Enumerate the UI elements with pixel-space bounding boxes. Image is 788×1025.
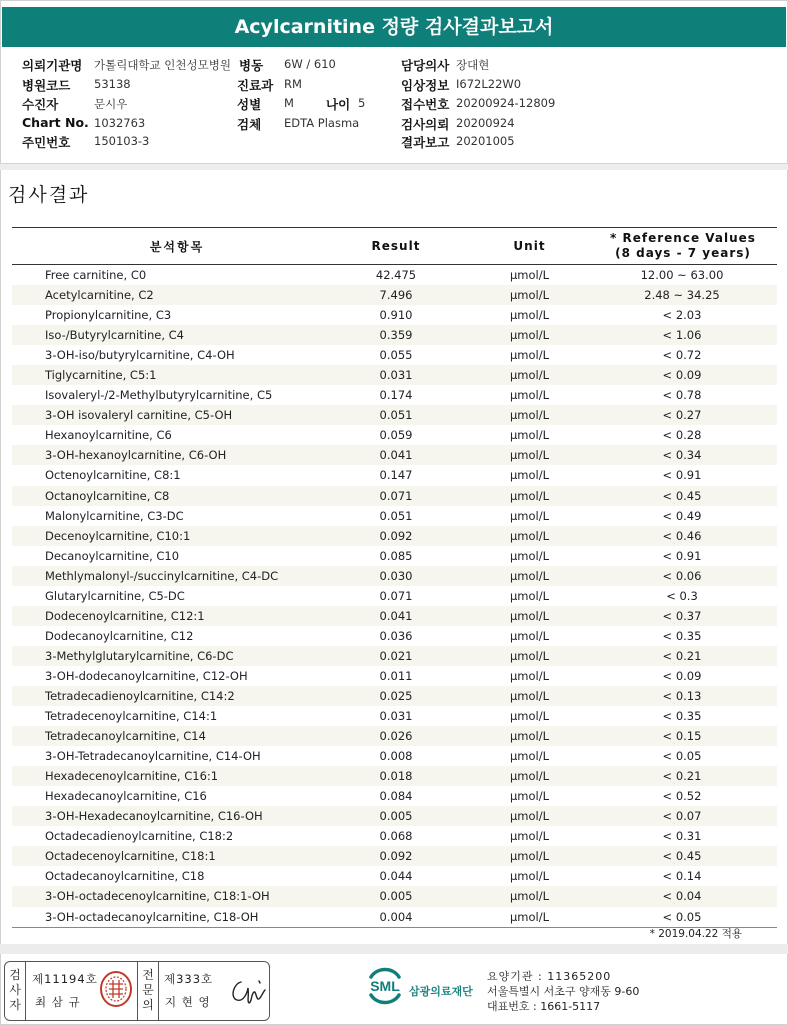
- specimen-value: EDTA Plasma: [284, 116, 360, 130]
- institution-label: 의뢰기관명: [22, 58, 83, 73]
- result-value: 0.910: [379, 308, 413, 323]
- table-row: [12, 325, 777, 345]
- chart-no-value: 1032763: [94, 116, 146, 130]
- table-row: [12, 726, 777, 746]
- result-value: 42.475: [375, 268, 417, 282]
- report-date-label: 결과보고: [401, 135, 450, 150]
- unit-value: μmol/L: [509, 688, 550, 703]
- header-reference-line2: (8 days - 7 years): [615, 246, 751, 260]
- reference-value: < 0.45: [662, 488, 702, 503]
- table-row: [12, 746, 777, 766]
- result-value: 0.147: [379, 468, 413, 483]
- table-row: [12, 686, 777, 706]
- result-value: 0.041: [379, 608, 413, 623]
- ward-label: 병동: [239, 58, 264, 73]
- table-row: [12, 706, 777, 726]
- reference-value: < 0.46: [662, 528, 702, 543]
- reference-footnote: * 2019.04.22 적용: [649, 928, 742, 940]
- section-title: 검사결과: [8, 184, 90, 206]
- table-row: [12, 806, 777, 826]
- table-row: [12, 846, 777, 866]
- signature-divider: [137, 962, 138, 1020]
- reference-value: < 0.21: [662, 648, 702, 663]
- analyte-name: Decenoylcarnitine, C10:1: [45, 528, 191, 543]
- reference-value: < 0.35: [662, 628, 702, 643]
- specialist-name: 지 현 영: [165, 995, 211, 1009]
- report-date-value: 20201005: [456, 134, 515, 148]
- tester-vertical-label: 검사자: [9, 968, 21, 1012]
- unit-value: μmol/L: [509, 428, 550, 443]
- table-header: [12, 227, 777, 265]
- result-value: 0.031: [379, 709, 413, 724]
- hospital-code-label: 병원코드: [22, 78, 71, 93]
- result-value: 0.005: [379, 889, 413, 904]
- specialist-vertical-label: 전문의: [142, 968, 154, 1012]
- result-value: 0.021: [379, 648, 413, 663]
- reference-value: < 0.27: [662, 408, 702, 423]
- header-result: Result: [371, 239, 421, 253]
- reference-value: < 0.3: [666, 588, 698, 603]
- header-reference-line1: * Reference Values: [610, 231, 756, 245]
- result-value: 0.030: [379, 568, 413, 583]
- table-body: [12, 265, 777, 927]
- unit-value: μmol/L: [509, 528, 550, 543]
- reference-value: < 0.72: [662, 348, 702, 363]
- table-row: [12, 526, 777, 546]
- result-value: 7.496: [379, 288, 413, 303]
- request-date-label: 검사의뢰: [401, 117, 450, 132]
- unit-value: μmol/L: [509, 869, 550, 884]
- reference-value: < 0.07: [662, 809, 702, 824]
- unit-value: μmol/L: [509, 348, 550, 363]
- reference-value: < 0.31: [662, 829, 702, 844]
- unit-value: μmol/L: [509, 328, 550, 343]
- analyte-name: Octadecanoylcarnitine, C18: [45, 869, 205, 884]
- patient-name-label: 수진자: [22, 97, 59, 112]
- table-row: [12, 606, 777, 626]
- reference-value: < 0.05: [662, 749, 702, 764]
- result-value: 0.041: [379, 448, 413, 463]
- unit-value: μmol/L: [509, 308, 550, 323]
- analyte-name: Tiglycarnitine, C5:1: [45, 368, 157, 383]
- analyte-name: Dodecenoylcarnitine, C12:1: [45, 608, 205, 623]
- header-reference: [594, 228, 772, 264]
- reference-value: < 0.04: [662, 889, 702, 904]
- analyte-name: 3-OH isovaleryl carnitine, C5-OH: [45, 408, 233, 423]
- clinical-info-value: I672L22W0: [456, 77, 522, 91]
- results-table: [12, 227, 777, 928]
- reference-value: < 0.35: [662, 709, 702, 724]
- reference-value: < 0.28: [662, 428, 702, 443]
- table-row: [12, 385, 777, 405]
- unit-value: μmol/L: [509, 709, 550, 724]
- analyte-name: 3-OH-Tetradecanoylcarnitine, C14-OH: [45, 749, 261, 764]
- reference-value: < 0.15: [662, 729, 702, 744]
- table-row: [12, 566, 777, 586]
- result-value: 0.084: [379, 789, 413, 804]
- care-institution-code: 요양기관 : 11365200: [487, 970, 612, 983]
- reference-value: < 0.91: [662, 548, 702, 563]
- unit-value: μmol/L: [509, 849, 550, 864]
- unit-value: μmol/L: [509, 508, 550, 523]
- resident-no-value: 150103-3: [94, 134, 150, 148]
- table-row: [12, 886, 777, 906]
- reference-value: < 0.06: [662, 568, 702, 583]
- result-value: 0.011: [379, 668, 413, 683]
- table-row: [12, 405, 777, 425]
- analyte-name: Isovaleryl-/2-Methylbutyrylcarnitine, C5: [45, 388, 273, 403]
- analyte-name: Hexadecenoylcarnitine, C16:1: [45, 769, 219, 784]
- result-value: 0.026: [379, 729, 413, 744]
- result-value: 0.359: [379, 328, 413, 343]
- ward-value: 6W / 610: [284, 57, 336, 71]
- reference-value: < 0.14: [662, 869, 702, 884]
- analyte-name: Propionylcarnitine, C3: [45, 308, 172, 323]
- analyte-name: 3-OH-dodecanoylcarnitine, C12-OH: [45, 668, 248, 683]
- unit-value: μmol/L: [509, 448, 550, 463]
- org-phone: 대표번호 : 1661-5117: [487, 1000, 601, 1013]
- table-row: [12, 506, 777, 526]
- reference-value: < 0.37: [662, 608, 702, 623]
- header-item: 분석항목: [149, 239, 205, 254]
- analyte-name: Tetradecadienoylcarnitine, C14:2: [45, 688, 235, 703]
- reference-value: 12.00 ~ 63.00: [640, 268, 724, 282]
- reference-value: 2.48 ~ 34.25: [644, 288, 720, 303]
- doctor-value: 장대현: [456, 58, 490, 72]
- unit-value: μmol/L: [509, 368, 550, 383]
- patient-name-value: 문시우: [94, 97, 128, 111]
- reference-value: < 0.09: [662, 368, 702, 383]
- unit-value: μmol/L: [509, 588, 550, 603]
- result-value: 0.036: [379, 628, 413, 643]
- unit-value: μmol/L: [509, 628, 550, 643]
- specimen-label: 검체: [237, 117, 262, 132]
- result-value: 0.059: [379, 428, 413, 443]
- result-value: 0.018: [379, 769, 413, 784]
- specialist-license: 제333호: [164, 972, 214, 986]
- unit-value: μmol/L: [509, 909, 550, 924]
- sex-label: 성별: [237, 97, 262, 112]
- sml-logo-icon: [365, 965, 405, 1007]
- unit-value: μmol/L: [509, 288, 550, 303]
- reference-value: < 2.03: [662, 308, 702, 323]
- tester-seal-icon: [99, 970, 133, 1008]
- result-value: 0.055: [379, 348, 413, 363]
- unit-value: μmol/L: [509, 749, 550, 764]
- analyte-name: Iso-/Butyrylcarnitine, C4: [45, 328, 184, 343]
- result-value: 0.008: [379, 749, 413, 764]
- unit-value: μmol/L: [509, 548, 550, 563]
- table-row: [12, 666, 777, 686]
- analyte-name: 3-OH-octadecanoylcarnitine, C18-OH: [45, 909, 259, 924]
- sex-value: M: [284, 96, 294, 110]
- table-row: [12, 345, 777, 365]
- reference-value: < 0.05: [662, 909, 702, 924]
- request-date-value: 20200924: [456, 116, 515, 130]
- header-unit: Unit: [513, 239, 546, 253]
- analyte-name: Glutarylcarnitine, C5-DC: [45, 588, 185, 603]
- analyte-name: Free carnitine, C0: [45, 268, 147, 282]
- table-row: [12, 365, 777, 385]
- unit-value: μmol/L: [509, 829, 550, 844]
- age-value: 5: [358, 96, 366, 110]
- clinical-info-label: 임상정보: [401, 78, 450, 93]
- unit-value: μmol/L: [509, 809, 550, 824]
- analyte-name: 3-OH-Hexadecanoylcarnitine, C16-OH: [45, 809, 263, 824]
- table-row: [12, 626, 777, 646]
- table-row: [12, 445, 777, 465]
- table-row: [12, 826, 777, 846]
- result-value: 0.092: [379, 528, 413, 543]
- analyte-name: 3-OH-hexanoylcarnitine, C6-OH: [45, 448, 227, 463]
- reference-value: < 0.13: [662, 688, 702, 703]
- resident-no-label: 주민번호: [22, 135, 71, 150]
- table-row: [12, 907, 777, 927]
- unit-value: μmol/L: [509, 608, 550, 623]
- footer-band: [0, 944, 788, 954]
- result-value: 0.071: [379, 488, 413, 503]
- analyte-name: Dodecanoylcarnitine, C12: [45, 628, 194, 643]
- analyte-name: Malonylcarnitine, C3-DC: [45, 508, 184, 523]
- unit-value: μmol/L: [509, 769, 550, 784]
- result-value: 0.085: [379, 548, 413, 563]
- table-row: [12, 586, 777, 606]
- result-value: 0.071: [379, 588, 413, 603]
- unit-value: μmol/L: [509, 648, 550, 663]
- table-row: [12, 646, 777, 666]
- reference-value: < 0.49: [662, 508, 702, 523]
- result-value: 0.051: [379, 408, 413, 423]
- analyte-name: 3-Methylglutarylcarnitine, C6-DC: [45, 648, 234, 663]
- org-name: 삼광의료재단: [409, 985, 473, 998]
- table-row: [12, 465, 777, 485]
- chart-no-label: Chart No.: [22, 115, 89, 130]
- reference-value: < 0.21: [662, 769, 702, 784]
- age-label: 나이: [326, 97, 351, 112]
- unit-value: μmol/L: [509, 789, 550, 804]
- patient-header: [0, 52, 788, 164]
- table-row: [12, 265, 777, 285]
- sml-logo-text: SML: [370, 978, 400, 994]
- unit-value: μmol/L: [509, 488, 550, 503]
- analyte-name: Methlymalonyl-/succinylcarnitine, C4-DC: [45, 568, 279, 583]
- result-value: 0.004: [379, 909, 413, 924]
- unit-value: μmol/L: [509, 468, 550, 483]
- reference-value: < 1.06: [662, 328, 702, 343]
- analyte-name: Octadecadienoylcarnitine, C18:2: [45, 829, 234, 844]
- reference-value: < 0.78: [662, 388, 702, 403]
- department-label: 진료과: [237, 78, 274, 93]
- signature-divider: [158, 962, 159, 1020]
- tester-name: 최 삼 규: [35, 995, 81, 1009]
- doctor-label: 담당의사: [401, 58, 450, 73]
- unit-value: μmol/L: [509, 268, 550, 282]
- signature-box: [4, 961, 270, 1021]
- unit-value: μmol/L: [509, 408, 550, 423]
- analyte-name: Hexanoylcarnitine, C6: [45, 428, 172, 443]
- analyte-name: Decanoylcarnitine, C10: [45, 548, 180, 563]
- analyte-name: 3-OH-octadecenoylcarnitine, C18:1-OH: [45, 889, 270, 904]
- table-row: [12, 546, 777, 566]
- org-address: 서울특별시 서초구 양재동 9-60: [487, 985, 640, 998]
- receipt-no-label: 접수번호: [401, 97, 450, 112]
- analyte-name: Hexadecanoylcarnitine, C16: [45, 789, 207, 804]
- report-title: Acylcarnitine 정량 검사결과보고서: [2, 7, 786, 47]
- analyte-name: 3-OH-iso/butyrylcarnitine, C4-OH: [45, 348, 235, 363]
- unit-value: μmol/L: [509, 729, 550, 744]
- result-value: 0.031: [379, 368, 413, 383]
- signature-divider: [25, 962, 26, 1020]
- result-value: 0.044: [379, 869, 413, 884]
- table-row: [12, 486, 777, 506]
- table-row: [12, 285, 777, 305]
- reference-value: < 0.45: [662, 849, 702, 864]
- analyte-name: Acetylcarnitine, C2: [45, 288, 154, 303]
- result-value: 0.025: [379, 688, 413, 703]
- result-value: 0.174: [379, 388, 413, 403]
- table-row: [12, 305, 777, 325]
- receipt-no-value: 20200924-12809: [456, 96, 556, 110]
- reference-value: < 0.91: [662, 468, 702, 483]
- result-value: 0.092: [379, 849, 413, 864]
- result-value: 0.051: [379, 508, 413, 523]
- analyte-name: Octanoylcarnitine, C8: [45, 488, 170, 503]
- tester-license: 제11194호: [32, 972, 98, 986]
- analyte-name: Octadecenoylcarnitine, C18:1: [45, 849, 216, 864]
- header-divider: [0, 163, 788, 170]
- analyte-name: Tetradecanoylcarnitine, C14: [45, 729, 206, 744]
- handwritten-signature-icon: [227, 972, 267, 1008]
- unit-value: μmol/L: [509, 568, 550, 583]
- reference-value: < 0.34: [662, 448, 702, 463]
- unit-value: μmol/L: [509, 889, 550, 904]
- result-value: 0.005: [379, 809, 413, 824]
- institution-value: 가톨릭대학교 인천성모병원: [94, 58, 231, 72]
- department-value: RM: [284, 77, 302, 91]
- reference-value: < 0.09: [662, 668, 702, 683]
- reference-value: < 0.52: [662, 789, 702, 804]
- analyte-name: Tetradecenoylcarnitine, C14:1: [45, 709, 218, 724]
- table-row: [12, 425, 777, 445]
- unit-value: μmol/L: [509, 668, 550, 683]
- hospital-code-value: 53138: [94, 77, 131, 91]
- result-value: 0.068: [379, 829, 413, 844]
- table-row: [12, 766, 777, 786]
- table-row: [12, 786, 777, 806]
- unit-value: μmol/L: [509, 388, 550, 403]
- table-row: [12, 866, 777, 886]
- analyte-name: Octenoylcarnitine, C8:1: [45, 468, 181, 483]
